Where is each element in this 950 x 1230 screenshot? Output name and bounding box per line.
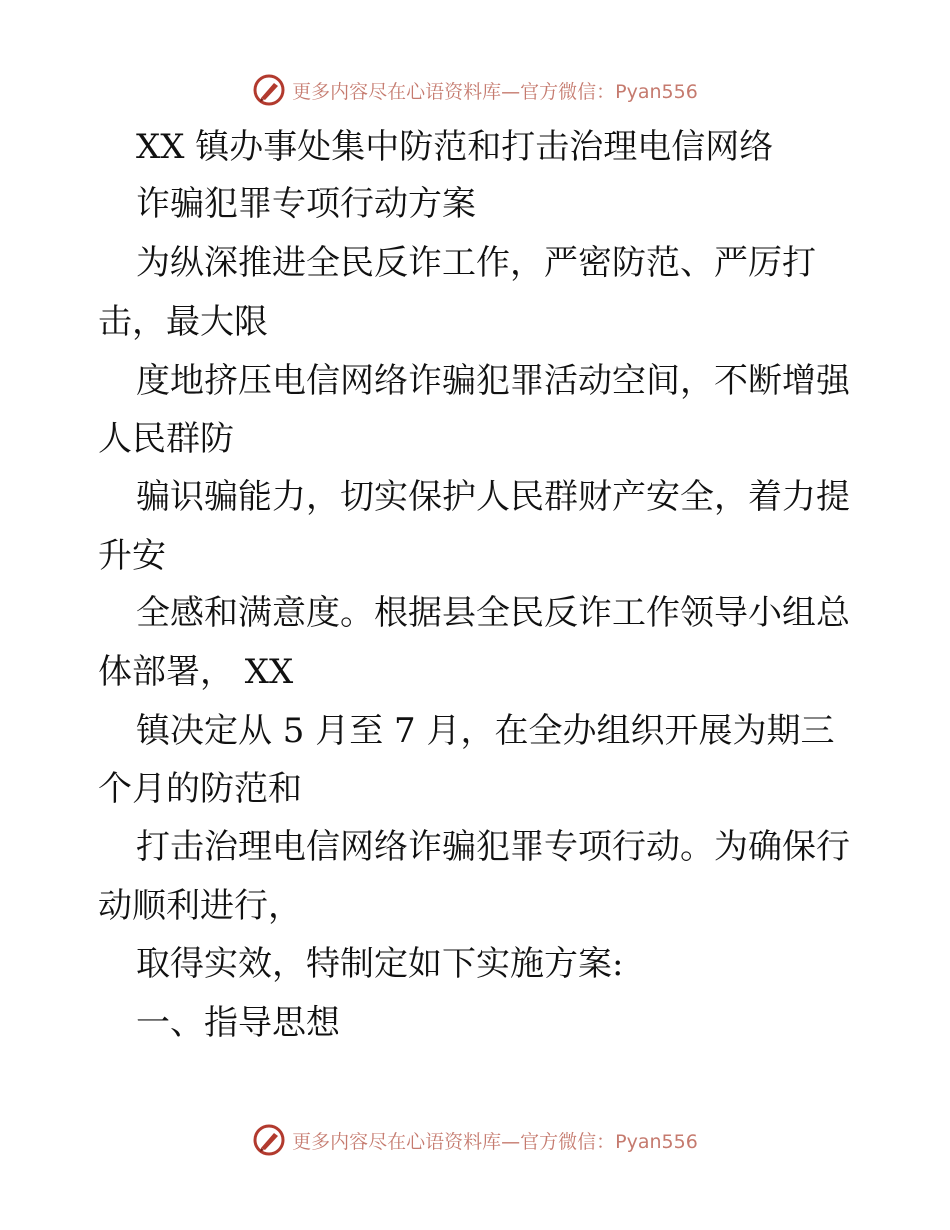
title-line-1: XX 镇办事处集中防范和打击治理电信网络 (136, 127, 774, 167)
watermark-text: 更多内容尽在心语资料库—官方微信：Pyan556 (292, 1130, 698, 1153)
paragraph-line: 取得实效，特制定如下实施方案: (136, 944, 624, 984)
paragraph-line: 镇决定从 5 月至 7 月，在全办组织开展为期三 (136, 711, 835, 751)
pen-logo-icon (252, 73, 286, 107)
paragraph-line: 人民群防 (98, 419, 234, 459)
paragraph-line: 体部署， XX (98, 652, 294, 692)
paragraph-line: 个月的防范和 (98, 769, 302, 809)
watermark-header (0, 70, 950, 110)
paragraph-line: 升安 (98, 536, 166, 576)
paragraph-line: 骗识骗能力，切实保护人民群财产安全，着力提 (136, 477, 850, 517)
paragraph-line: 击，最大限 (98, 302, 268, 342)
paragraph-line: 为纵深推进全民反诈工作，严密防范、严厉打 (136, 243, 816, 283)
paragraph-line: 打击治理电信网络诈骗犯罪专项行动。为确保行 (136, 827, 850, 867)
paragraph-line: 度地挤压电信网络诈骗犯罪活动空间，不断增强 (136, 361, 850, 401)
title-line-2: 诈骗犯罪专项行动方案 (136, 184, 476, 224)
watermark-text: 更多内容尽在心语资料库—官方微信：Pyan556 (292, 80, 698, 103)
pen-logo-icon (252, 1123, 286, 1157)
section-heading: 一、指导思想 (136, 1003, 340, 1043)
paragraph-line: 动顺利进行， (98, 886, 302, 926)
watermark-footer (0, 1120, 950, 1160)
paragraph-line: 全感和满意度。根据县全民反诈工作领导小组总 (136, 593, 850, 633)
